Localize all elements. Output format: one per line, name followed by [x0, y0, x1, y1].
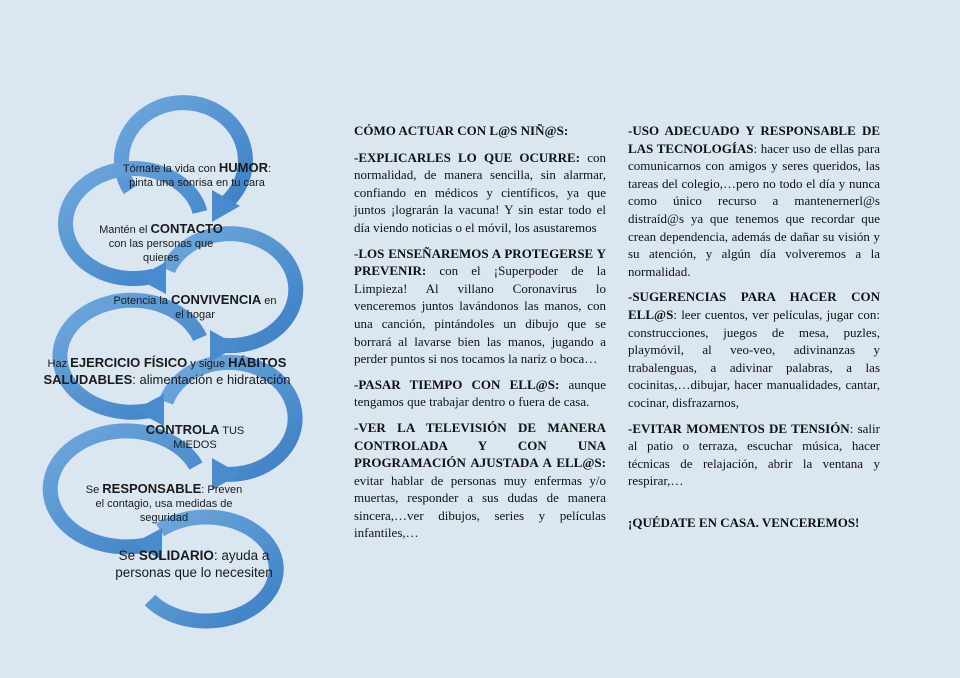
flow-step-ejercicio: Haz EJERCICIO FÍSICO y sigue HÁBITOS SALUDABLES: alimentación e hidratación	[43, 355, 291, 387]
column-sugerencias	[628, 122, 880, 539]
flow-step-contacto: Mantén el CONTACTO con las personas que quieres	[99, 221, 223, 264]
section-evitar-tension: -EVITAR MOMENTOS DE TENSIÓN: salir al patio o terraza, escuchar música, hacer técnicas de relajación, abrir la ventana y respirar,…	[628, 420, 880, 489]
flow-step-humor: Tómate la vida con HUMOR: pinta una sonrisa en tu cara	[122, 160, 272, 189]
flow-step-solidario: Se SOLIDARIO: ayuda a personas que lo necesiten	[115, 548, 273, 580]
flow-step-miedos: CONTROLA TUS MIEDOS	[145, 422, 245, 451]
flow-diagram	[0, 0, 340, 678]
section-television: -VER LA TELEVISIÓN DE MANERA CONTROLADA Y CON UNA PROGRAMACIÓN AJUSTADA A ELL@S: evitar hablar de personas muy enfermas y/o muertas, responder a sus dudas de manera sincera,…ver dibujos, series y películas infantiles,…	[354, 419, 606, 541]
section-explicarles: -EXPLICARLES LO QUE OCURRE: con normalidad, de manera sencilla, sin alarmar, confiando en médicos y científicos, ya que juntos ¡lograrán la vacuna! Y sin estar todo el día viendo noticias o el móvil, los asustaremos	[354, 149, 606, 235]
flow-step-convivencia: Potencia la CONVIVENCIA en el hogar	[113, 292, 277, 321]
section-tecnologias: -USO ADECUADO Y RESPONSABLE DE LAS TECNOLOGÍAS: hacer uso de ellas para comunicarnos con amigos y seres queridos, las tareas del colegio,…pero no todo el día y nunca como único recurso a mantenernerl@s distraíd@s ya que tenemos que recordar que crean dependencia, además de dañar su visión y su atención, y algún día volveremos a la normalidad.	[628, 123, 880, 279]
closing-message: ¡QUÉDATE EN CASA. VENCEREMOS!	[628, 514, 860, 530]
column-como-actuar	[354, 122, 606, 550]
flow-step-responsable: Se RESPONSABLE: Preven el contagio, usa medidas de seguridad	[85, 481, 243, 524]
column-title: CÓMO ACTUAR CON L@S NIÑ@S:	[354, 123, 569, 138]
section-sugerencias: -SUGERENCIAS PARA HACER CON ELL@S: leer cuentos, ver películas, jugar con: construcciones, juegos de mesa, puzles, playmóvil, al veo-veo, adivinanzas y trabalenguas, a adivinar palabras, a las cocinitas,…dibujar, hacer manualidades, cantar, cocinar, disfrazarnos,	[628, 289, 880, 410]
section-protegerse: -LOS ENSEÑAREMOS A PROTEGERSE Y PREVENIR: con el ¡Superpoder de la Limpieza! Al villano Coronavirus lo venceremos juntos lavándonos las manos, con una canción, pintándoles un dibujo que se borrará al lavarse bien las manos, jugando a perder puntos si nos tocamos la nariz o boca…	[354, 245, 607, 367]
section-pasar-tiempo: -PASAR TIEMPO CON ELL@S: aunque tengamos que trabajar dentro o fuera de casa.	[354, 376, 606, 410]
